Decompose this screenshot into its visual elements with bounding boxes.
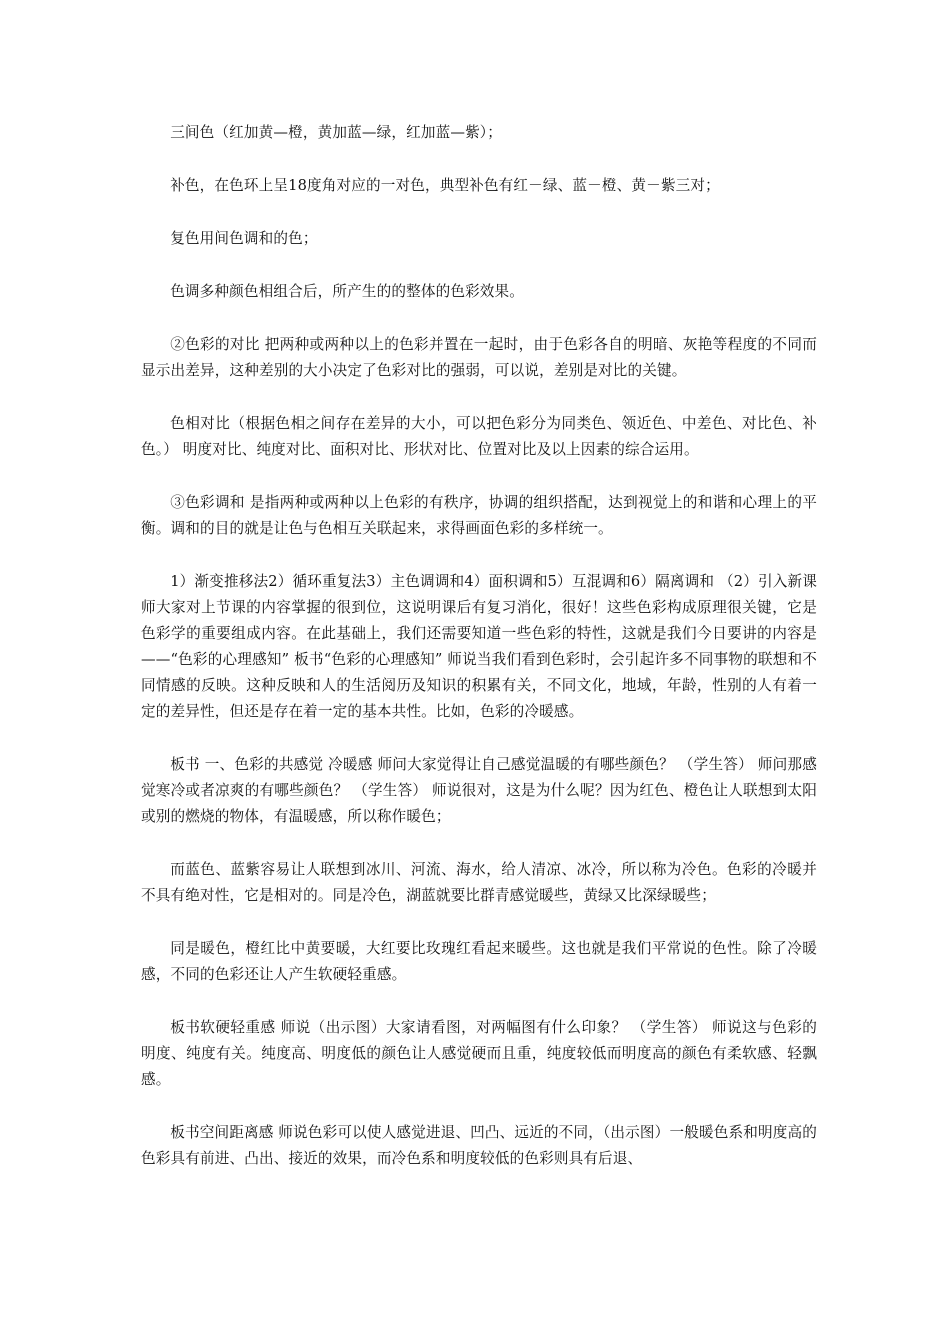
paragraph-softness-weight: 板书软硬轻重感 师说（出示图）大家请看图，对两幅图有什么印象？ （学生答） 师说这与色彩的明度、纯度有关。纯度高、明度低的颜色让人感觉硬而且重，纯度较低而明度高的颜色有柔软感、轻飘感。 [141, 1019, 817, 1088]
paragraph-warm-colors: 同是暖色，橙红比中黄要暖，大红要比玫瑰红看起来暖些。这也就是我们平常说的色性。除了冷暖感，不同的色彩还让人产生软硬轻重感。 [141, 940, 817, 983]
paragraph-hue-contrast: 色相对比（根据色相之间存在差异的大小，可以把色彩分为同类色、领近色、中差色、对比色、补色。） 明度对比、纯度对比、面积对比、形状对比、位置对比及以上因素的综合运用。 [141, 415, 817, 458]
paragraph-compound-colors: 复色用间色调和的色； [170, 230, 318, 247]
paragraph-harmony-methods: 1）渐变推移法2）循环重复法3）主色调调和4）面积调和5）互混调和6）隔离调和 （2）引入新课 师大家对上节课的内容掌握的很到位，这说明课后有复习消化，很好！这些色彩构成原理很关键，它是色彩学的重要组成内容。在此基础上，我们还需要知道一些色彩的特性，这就是我们今日要讲的内容是——“色彩的心理感知” 板书“色彩的心理感知” 师说当我们看到色彩时，会引起许多不同事物的联想和不同情感的反映。这种反映和人的生活阅历及知识的积累有关，不同文化，地域，年龄，性别的人有着一定的差异性，但还是存在着一定的基本共性。比如，色彩的冷暖感。 [141, 573, 817, 720]
paragraph-complementary-colors: 补色，在色环上呈18度角对应的一对色，典型补色有红－绿、蓝－橙、黄－紫三对； [170, 177, 720, 194]
paragraph-color-contrast: ②色彩的对比 把两种或两种以上的色彩并置在一起时，由于色彩各自的明暗、灰艳等程度的不同而显示出差异，这种差别的大小决定了色彩对比的强弱，可以说，差别是对比的关键。 [141, 336, 817, 379]
paragraph-color-tone: 色调多种颜色相组合后，所产生的的整体的色彩效果。 [170, 283, 525, 300]
paragraph-color-harmony: ③色彩调和 是指两种或两种以上色彩的有秩序，协调的组织搭配，达到视觉上的和谐和心理上的平衡。调和的目的就是让色与色相互关联起来，求得画面色彩的多样统一。 [141, 494, 817, 537]
paragraph-tertiary-colors: 三间色（红加黄—橙，黄加蓝—绿，红加蓝—紫）； [170, 124, 502, 141]
document-body [141, 120, 817, 1199]
paragraph-cold-colors: 而蓝色、蓝紫容易让人联想到冰川、河流、海水，给人清凉、冰冷，所以称为冷色。色彩的冷暖并不具有绝对性，它是相对的。同是冷色，湖蓝就要比群青感觉暖些，黄绿又比深绿暖些； [141, 861, 817, 904]
paragraph-spatial-distance: 板书空间距离感 师说色彩可以使人感觉进退、凹凸、远近的不同，（出示图）一般暖色系和明度高的色彩具有前进、凸出、接近的效果，而冷色系和明度较低的色彩则具有后退、 [141, 1124, 817, 1167]
paragraph-warm-cold: 板书 一、色彩的共感觉 冷暖感 师问大家觉得让自己感觉温暖的有哪些颜色？ （学生答） 师问那感觉寒冷或者凉爽的有哪些颜色？ （学生答） 师说很对，这是为什么呢？因为红色、橙色让人联想到太阳或别的燃烧的物体，有温暖感，所以称作暖色； [141, 756, 817, 825]
